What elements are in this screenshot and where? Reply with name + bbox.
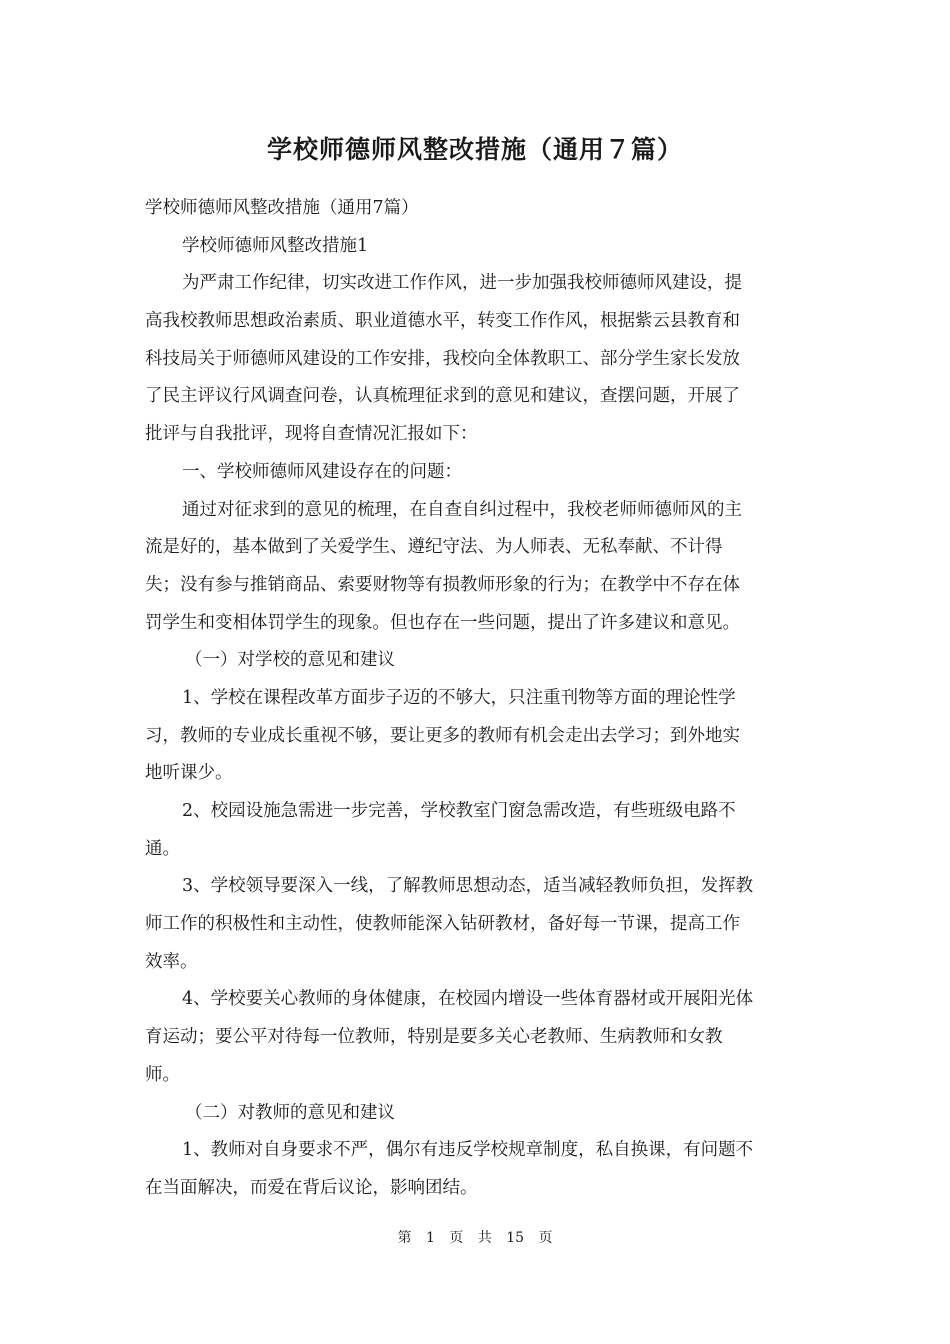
paragraph-line: 效率。 [145,951,198,972]
paragraph-line: 2、校园设施急需进一步完善，学校教室门窗急需改造，有些班级电路不 [182,801,736,821]
paragraph-line: 了民主评议行风调查问卷，认真梳理征求到的意见和建议，查摆问题，开展了 [145,386,740,407]
paragraph-line: 失；没有参与推销商品、索要财物等有损教师形象的行为；在教学中不存在体 [145,574,740,595]
paragraph-line: 3、学校领导要深入一线，了解教师思想动态，适当减轻教师负担，发挥教 [182,876,754,897]
document-title: 学校师德师风整改措施（通用７篇） [266,135,683,164]
paragraph-line: 流是好的，基本做到了关爱学生、遵纪守法、为人师表、无私奉献、不计得 [145,537,723,558]
paragraph-line: 罚学生和变相体罚学生的现象。但也存在一些问题，提出了许多建议和意见。 [145,612,740,633]
paragraph-line: 通。 [145,838,180,859]
subsection-heading: （二）对教师的意见和建议 [185,1102,395,1123]
paragraph-line: 育运动；要公平对待每一位教师，特别是要多关心老教师、生病教师和女教 [145,1027,723,1048]
paragraph-line: 为严肃工作纪律，切实改进工作作风，进一步加强我校师德师风建设，提 [182,273,742,294]
paragraph-line: 4、学校要关心教师的身体健康，在校园内增设一些体育器材或开展阳光体 [182,989,754,1010]
subsection-heading: （一）对学校的意见和建议 [185,650,395,671]
paragraph-line: 师。 [145,1064,180,1085]
document-body [145,190,807,1208]
page-number-footer: 第 1 页 共 15 页 [397,1230,553,1246]
subtitle-line: 学校师德师风整改措施（通用7篇） [145,198,419,218]
paragraph-line: 在当面解决，而爱在背后议论，影响团结。 [145,1177,478,1198]
paragraph-line: 高我校教师思想政治素质、职业道德水平，转变工作作风，根据紫云县教育和 [145,311,740,332]
paragraph-line: 1、学校在课程改革方面步子迈的不够大，只注重刊物等方面的理论性学 [182,687,736,708]
section-heading: 一、学校师德师风建设存在的问题： [182,461,462,482]
paragraph-line: 地听课少。 [145,763,233,784]
paragraph-line: 1、教师对自身要求不严，偶尔有违反学校规章制度，私自换课，有问题不 [182,1140,754,1161]
section-heading: 学校师德师风整改措施1 [182,235,369,256]
paragraph-line: 批评与自我批评，现将自查情况汇报如下： [145,424,478,445]
paragraph-line: 科技局关于师德师风建设的工作安排，我校向全体教职工、部分学生家长发放 [145,348,740,369]
paragraph-line: 通过对征求到的意见的梳理，在自查自纠过程中，我校老师师德师风的主 [182,499,742,520]
paragraph-line: 习，教师的专业成长重视不够，要让更多的教师有机会走出去学习；到外地实 [145,725,740,746]
paragraph-line: 师工作的积极性和主动性，使教师能深入钻研教材，备好每一节课，提高工作 [145,914,740,935]
